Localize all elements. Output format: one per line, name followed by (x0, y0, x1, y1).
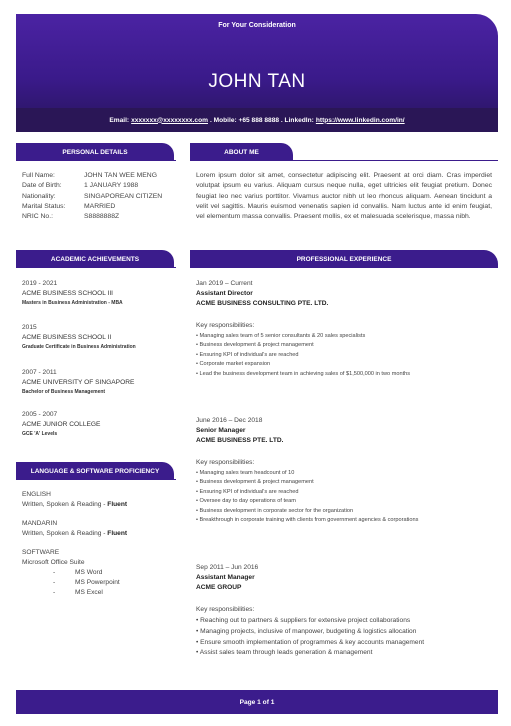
responsibility-item: • Breakthrough in corporate training with clients from government agencies & corporations (196, 516, 496, 525)
responsibility-item: • Lead the business development team in achieving sales of $1,500,000 in two months (196, 370, 496, 379)
academic-entry (22, 410, 182, 439)
mobile-text: . Mobile: +65 888 8888 . LinkedIn: (209, 116, 314, 124)
academic-years: 2015 (22, 324, 37, 331)
academic-degree: Masters in Business Administration - MBA (22, 300, 123, 306)
candidate-name: JOHN TAN (208, 71, 306, 92)
personal-detail-row (22, 202, 162, 212)
detail-key: Date of Birth: (22, 182, 62, 190)
english-proficiency (22, 500, 182, 510)
software-item (22, 588, 182, 598)
detail-value: 1 JANUARY 1988 (84, 182, 139, 190)
software-heading: SOFTWARE (22, 549, 60, 556)
language-english: ENGLISH (22, 491, 51, 498)
mandarin-proficiency (22, 529, 182, 539)
personal-detail-row (22, 192, 162, 202)
mandarin-level: Written, Spoken & Reading - (22, 530, 106, 537)
english-fluency: Fluent (107, 501, 128, 508)
responsibility-item: • Ensuring KPI of individual's are reached (196, 488, 496, 497)
consideration-label: For Your Consideration (218, 22, 296, 29)
detail-value: MARRIED (84, 202, 116, 210)
experience-entry (196, 279, 496, 379)
job-dates: June 2016 – Dec 2018 (196, 417, 263, 424)
section-divider (16, 267, 176, 268)
responsibilities-list (196, 332, 496, 379)
responsibilities-list (196, 469, 496, 525)
academic-years: 2005 - 2007 (22, 411, 58, 418)
responsibility-item: • Oversee day to day operations of team (196, 497, 496, 506)
responsibility-item: • Business development in corporate sector for the organization (196, 507, 496, 516)
academic-school: ACME BUSINESS SCHOOL III (22, 290, 113, 297)
software-item-label: MS Excel (75, 589, 103, 596)
section-divider (190, 160, 498, 161)
responsibility-item: • Business development & project management (196, 478, 496, 487)
detail-key: Full Name: (22, 172, 55, 179)
language-mandarin: MANDARIN (22, 520, 58, 527)
academic-school: ACME BUSINESS SCHOOL II (22, 334, 112, 341)
academic-degree: GCE 'A' Levels (22, 431, 58, 437)
academic-degree: Bachelor of Business Management (22, 389, 106, 395)
dash: - (53, 579, 56, 586)
email-link[interactable]: xxxxxxx@xxxxxxxx.com (131, 116, 208, 124)
detail-key: NRIC No.: (22, 213, 53, 221)
academic-years: 2019 - 2021 (22, 280, 58, 287)
job-title: Assistant Director (196, 290, 253, 297)
responsibility-item: • Business development & project management (196, 341, 496, 350)
responsibilities-label: Key responsibilities: (196, 322, 255, 329)
email-label: Email: (109, 116, 130, 124)
job-dates: Jan 2019 – Current (196, 280, 253, 287)
responsibility-item: • Ensuring KPI of individual's are reached (196, 351, 496, 360)
personal-detail-row (22, 181, 162, 191)
experience-entry (196, 563, 496, 659)
section-personal-details: PERSONAL DETAILS (16, 143, 174, 161)
software-item (22, 568, 182, 578)
responsibility-item: • Managing projects, inclusive of manpower, budgeting & logistics allocation (196, 627, 496, 638)
job-company: ACME BUSINESS CONSULTING PTE. LTD. (196, 300, 329, 307)
detail-value: SINGAPOREAN CITIZEN (84, 192, 163, 200)
section-academic-achievements: ACADEMIC ACHIEVEMENTS (16, 250, 174, 268)
language-list (22, 490, 182, 598)
section-about-me: ABOUT ME (190, 143, 293, 161)
detail-value: S8888888Z (84, 213, 120, 221)
job-dates: Sep 2011 – Jun 2016 (196, 564, 259, 571)
software-suite: Microsoft Office Suite (22, 559, 85, 566)
section-language-software: LANGUAGE & SOFTWARE PROFICIENCY (16, 462, 174, 480)
english-level: Written, Spoken & Reading - (22, 501, 106, 508)
contact-strip (16, 108, 498, 132)
mandarin-fluency: Fluent (107, 530, 128, 537)
responsibility-item: • Managing sales team headcount of 10 (196, 469, 496, 478)
responsibilities-label: Key responsibilities: (196, 606, 255, 613)
section-professional-experience: PROFESSIONAL EXPERIENCE (190, 250, 498, 268)
software-item-label: MS Powerpoint (75, 579, 120, 586)
responsibility-item: • Corporate market expansion (196, 360, 496, 369)
job-company: ACME GROUP (196, 584, 242, 591)
academic-entry (22, 368, 182, 397)
detail-key: Nationality: (22, 192, 56, 200)
academic-school: ACME UNIVERSITY OF SINGAPORE (22, 379, 135, 386)
personal-detail-row (22, 212, 162, 222)
personal-details (22, 171, 162, 222)
dash: - (53, 569, 56, 576)
academic-entry (22, 323, 182, 352)
job-title: Assistant Manager (196, 574, 255, 581)
section-divider (16, 479, 176, 480)
responsibilities-list (196, 616, 496, 659)
software-item (22, 578, 182, 588)
academic-school: ACME JUNIOR COLLEGE (22, 421, 101, 428)
job-title: Senior Manager (196, 427, 246, 434)
responsibilities-label: Key responsibilities: (196, 459, 255, 466)
job-company: ACME BUSINESS PTE. LTD. (196, 437, 284, 444)
responsibility-item: • Ensure smooth implementation of programmes & key accounts management (196, 638, 496, 649)
academic-years: 2007 - 2011 (22, 369, 57, 376)
section-divider (16, 160, 176, 161)
about-text: Lorem ipsum dolor sit amet, consectetur adipiscing elit. Praesent at orci diam. Cras imperdiet volutpat ipsum eu varius. Aliquam cursus neque nulla, eget ultricies elit feugiat pretium. Donec feugiat leo nec varius porttitor. Vivamus auctor nibh ut leo rhoncus aliquam. Aenean tincidunt a velit vel sagittis. Mauris euismod venenatis sapien id convallis. Nam luctus ante id enim feugiat, vel elementum massa convallis. Praesent mollis, ex et malesuada scelerisque, massa nibh. (196, 172, 492, 221)
responsibility-item: • Assist sales team through leads generation & management (196, 648, 496, 659)
responsibility-item: • Managing sales team of 5 senior consultants & 20 sales specialists (196, 332, 496, 341)
linkedin-link[interactable]: https://www.linkedin.com/in/ (315, 116, 405, 124)
software-item-label: MS Word (75, 569, 103, 576)
personal-detail-row (22, 171, 162, 181)
academic-entry (22, 279, 182, 308)
detail-value: JOHN TAN WEE MENG (84, 172, 158, 179)
experience-entry (196, 416, 496, 525)
page-footer: Page 1 of 1 (16, 690, 498, 714)
academic-degree: Graduate Certificate in Business Administration (22, 344, 136, 350)
detail-key: Marital Status: (22, 202, 66, 210)
dash: - (53, 589, 56, 596)
responsibility-item: • Reaching out to partners & suppliers for extensive project collaborations (196, 616, 496, 627)
